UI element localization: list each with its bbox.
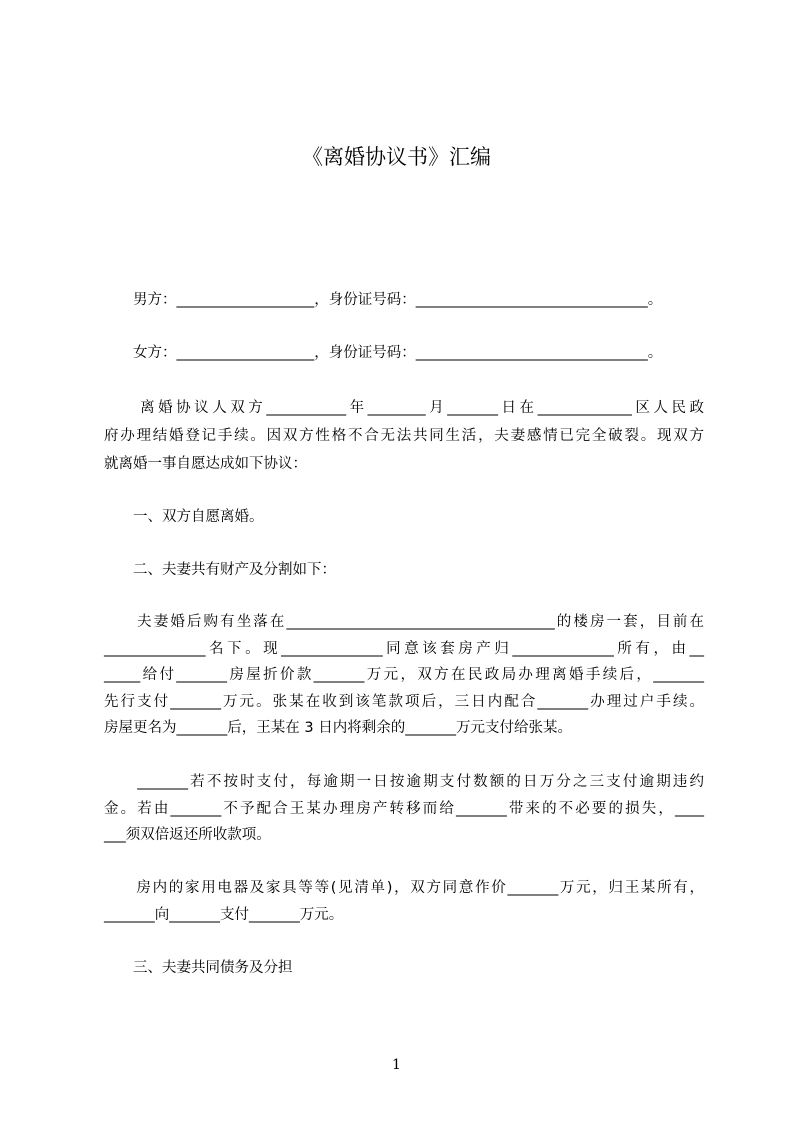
penalty-paragraph-line-2: 金。若由_______不予配合王某办理房产转移而给_______带来的不必要的损失，____ (104, 801, 704, 817)
penalty-paragraph-line-3: ___须双倍返还所收款项。 (104, 827, 271, 843)
property-paragraph-line-2: ______________名下。现______________同意该套房产归______________所有，由__ (104, 641, 704, 657)
female-party-line: 女方：___________________，身份证号码：________________________________。 (104, 345, 663, 361)
document-title: 《离婚协议书》汇编 (302, 145, 491, 169)
property-paragraph-line-3: _____给付_______房屋折价款_______万元，双方在民政局办理离婚手续后，_______ (104, 667, 704, 683)
property-paragraph-line-4: 先行支付_______万元。张某在收到该笔款项后，三日内配合_______办理过户手续。 (104, 694, 704, 710)
property-paragraph-line-1: 夫妻婚后购有坐落在_____________________________________的楼房一套，目前在 (104, 614, 704, 630)
section-heading-2: 二、夫妻共有财产及分割如下： (104, 562, 336, 578)
intro-paragraph-line-2: 府办理结婚登记手续。因双方性格不合无法共同生活，夫妻感情已完全破裂。现双方 (104, 428, 704, 444)
section-heading-1: 一、双方自愿离婚。 (104, 509, 264, 525)
male-party-line: 男方：___________________，身份证号码：________________________________。 (104, 292, 663, 308)
furniture-paragraph-line-1: 房内的家用电器及家具等等(见清单)，双方同意作价_______万元，归王某所有， (104, 880, 704, 896)
section-heading-3: 三、夫妻共同债务及分担 (104, 960, 293, 976)
intro-paragraph-line-3: 就离婚一事自愿达成如下协议： (104, 456, 307, 472)
page-number: 1 (392, 1057, 401, 1073)
property-paragraph-line-5: 房屋更名为_______后，王某在 3 日内将剩余的_______万元支付给张某。 (104, 720, 572, 736)
penalty-paragraph-line-1: _______若不按时支付，每逾期一日按逾期支付数额的日万分之三支付逾期违约 (104, 774, 704, 790)
furniture-paragraph-line-2: _______向_______支付_______万元。 (104, 907, 344, 923)
intro-paragraph-line-1: 离婚协议人双方___________年________月_______日在_____________区人民政 (104, 400, 704, 416)
